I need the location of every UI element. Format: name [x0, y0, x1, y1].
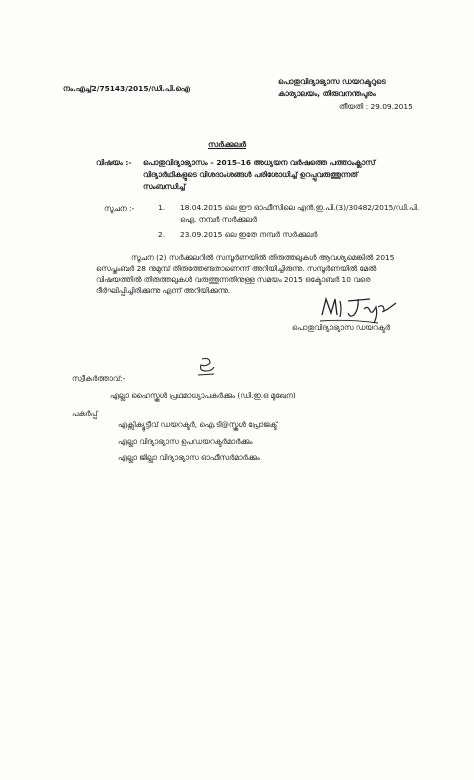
reference-item-line: 23.09.2015 ലെ ഇതേ നമ്പർ സർക്കുലർ: [180, 230, 318, 239]
reference-label: സൂചന :-: [104, 204, 135, 213]
initial-mark: [196, 355, 218, 377]
subject-line3: സംബന്ധിച്ച്: [143, 182, 186, 191]
circular-title: സർക്കുലർ: [208, 140, 247, 149]
body-line3: വിഷയത്തിൽ തിരുത്തലുകൾ വരുത്തുന്നതിനുള്ള സമയം 2015 ഒക്ടോബർ 10 വരെ: [96, 275, 371, 284]
office-name-line2: കാര്യാലയം, തിരുവനന്തപുരം: [278, 89, 376, 98]
body-line1: സൂചന (2) സർക്കുലറിൽ സമ്പൂർണയിൽ തിരുത്തലുകൾ ആവശ്യമെങ്കിൽ 2015: [131, 253, 395, 262]
copy-label: പകർപ്പ്: [72, 409, 98, 418]
copy-item: എല്ലാ വിദ്യാഭ്യാസ ഉപഡയറക്ടർമാർക്കും: [118, 437, 253, 446]
reference-number: നം.എച്ച്2/75143/2015/ഡി.പി.ഐ: [63, 84, 190, 93]
copy-item: എല്ലാ ജില്ലാ വിദ്യാഭ്യാസ ഓഫീസർമാർക്കും: [118, 453, 260, 462]
reference-item-number: 1.: [158, 203, 166, 212]
circular-date: തീയതി : 29.09.2015: [339, 102, 413, 111]
subject-label: വിഷയം :-: [96, 158, 132, 167]
body-line4: ദീർഘിപ്പിച്ചിരിക്കുന്നു എന്ന് അറിയിക്കുന്നു.: [96, 286, 231, 295]
subject-line2: വിദ്യാർഥികളുടെ വിശദാംശങ്ങൾ പരിശോധിച്ച് ഉറപ്പുവരുത്തുന്നത്: [143, 170, 358, 179]
subject-line1: പൊതുവിദ്യാഭ്യാസം – 2015–16 അധ്യയന വർഷത്തെ പത്താംക്ലാസ്: [143, 158, 376, 167]
recipient-line: എല്ലാ ഹൈസ്കൂൾ പ്രഥമാധ്യാപകർക്കും (ഡി.ഇ.ഒ മുഖേന): [110, 391, 296, 400]
reference-item-number: 2.: [158, 230, 166, 239]
signatory-designation: പൊതുവിദ്യാഭ്യാസ ഡയറക്ടർ: [292, 323, 391, 332]
office-name-line1: പൊതുവിദ്യാഭ്യാസ ഡയറക്ടറുടെ: [278, 77, 386, 86]
reference-item-line: 18.04.2015 ലെ ഈ ഓഫീസിലെ എൻ.ഇ.പി.(3)/30482/2015/ഡി.പി.: [180, 203, 420, 212]
recipient-label: സ്വീകർത്താവ്:-: [72, 374, 126, 383]
reference-item-line: ഐ. നമ്പർ സർക്കുലർ: [180, 215, 257, 224]
copy-item: എക്സിക്യൂട്ടീവ് ഡയറക്ടർ, ഐ.ടി@സ്കൂൾ പ്രോജക്ട്: [118, 420, 278, 429]
body-line2: സെപ്തംബർ 28 നുമുമ്പ് തിരുത്തേണ്ടതാണെന്ന് അറിയിച്ചിരുന്നു. സമ്പൂർണയിൽ മേൽ: [96, 264, 377, 273]
